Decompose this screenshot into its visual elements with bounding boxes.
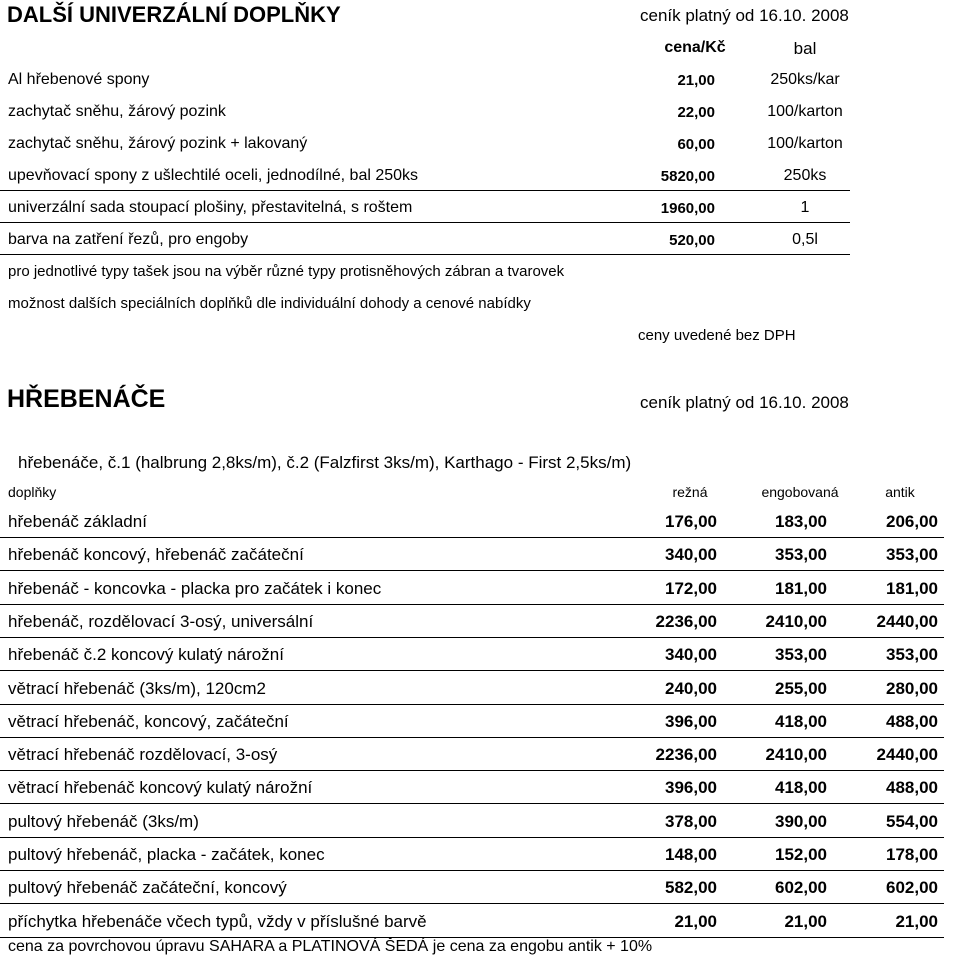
price-rezna: 176,00: [665, 512, 717, 531]
vat-note: ceny uvedené bez DPH: [638, 327, 796, 344]
accessory-name: barva na zatření řezů, pro engoby: [8, 231, 249, 248]
footer-note: cena za povrchovou úpravu SAHARA a PLATINOVÁ ŠEDÁ je cena za engobu antik + 10%: [8, 938, 653, 955]
price-rezna: 148,00: [665, 845, 717, 864]
accessory-name: zachytač sněhu, žárový pozink + lakovaný: [8, 135, 308, 152]
ridge-item-name: větrací hřebenáč, koncový, začáteční: [8, 712, 289, 731]
note-special-accessories: možnost dalších speciálních doplňků dle individuální dohody a cenové nabídky: [8, 295, 531, 312]
price-antik: 488,00: [886, 712, 938, 731]
accessory-name: zachytač sněhu, žárový pozink: [8, 103, 226, 120]
price-rezna: 582,00: [665, 878, 717, 897]
accessory-pack: 100/karton: [767, 135, 843, 152]
price-engobovana: 21,00: [784, 912, 827, 931]
price-engobovana: 152,00: [775, 845, 827, 864]
row-underline: [0, 837, 944, 838]
price-rezna: 2236,00: [655, 745, 717, 764]
ridge-item-name: hřebenáč koncový, hřebenáč začáteční: [8, 545, 304, 564]
row-underline: [0, 704, 944, 705]
ridge-item-name: pultový hřebenáč začáteční, koncový: [8, 878, 287, 897]
price-engobovana: 353,00: [775, 545, 827, 564]
price-rezna: 240,00: [665, 679, 717, 698]
row-underline: [0, 604, 944, 605]
price-rezna: 340,00: [665, 545, 717, 564]
price-rezna: 340,00: [665, 645, 717, 664]
ridge-item-name: hřebenáč - koncovka - placka pro začátek i konec: [8, 579, 382, 598]
accessory-price: 21,00: [677, 72, 715, 89]
price-antik: 353,00: [886, 545, 938, 564]
price-engobovana: 255,00: [775, 679, 827, 698]
price-engobovana: 2410,00: [765, 745, 827, 764]
price-engobovana: 418,00: [775, 712, 827, 731]
price-engobovana: 181,00: [775, 579, 827, 598]
row-underline: [0, 537, 944, 538]
accessory-pack: 100/karton: [767, 103, 843, 120]
price-antik: 488,00: [886, 778, 938, 797]
section2-validity: ceník platný od 16.10. 2008: [640, 393, 849, 412]
price-antik: 178,00: [886, 845, 938, 864]
section2-subtitle: hřebenáče, č.1 (halbrung 2,8ks/m), č.2 (Falzfirst 3ks/m), Karthago - First 2,5ks/m): [18, 453, 632, 472]
row-underline: [0, 670, 944, 671]
col-antik-header: antik: [885, 484, 915, 500]
price-antik: 21,00: [895, 912, 938, 931]
section1-validity: ceník platný od 16.10. 2008: [640, 6, 849, 25]
price-engobovana: 183,00: [775, 512, 827, 531]
accessory-price: 60,00: [677, 136, 715, 153]
ridge-item-name: větrací hřebenáč (3ks/m), 120cm2: [8, 679, 266, 698]
col-items-header: doplňky: [8, 484, 57, 500]
price-rezna: 21,00: [674, 912, 717, 931]
accessory-pack: 1: [800, 199, 810, 216]
section2-title: HŘEBENÁČE: [7, 385, 166, 413]
col-rezna-header: režná: [672, 484, 708, 500]
row-underline: [0, 190, 850, 191]
price-engobovana: 353,00: [775, 645, 827, 664]
price-engobovana: 390,00: [775, 812, 827, 831]
price-antik: 280,00: [886, 679, 938, 698]
ridge-item-name: pultový hřebenáč (3ks/m): [8, 812, 199, 831]
price-antik: 206,00: [886, 512, 938, 531]
row-underline: [0, 222, 850, 223]
price-rezna: 378,00: [665, 812, 717, 831]
price-rezna: 396,00: [665, 778, 717, 797]
price-rezna: 2236,00: [655, 612, 717, 631]
col-engobovana-header: engobovaná: [761, 484, 839, 500]
price-antik: 602,00: [886, 878, 938, 897]
price-antik: 353,00: [886, 645, 938, 664]
price-antik: 2440,00: [876, 745, 938, 764]
row-underline: [0, 637, 944, 638]
accessory-pack: 250ks/kar: [770, 71, 840, 88]
ridge-item-name: hřebenáč, rozdělovací 3-osý, universální: [8, 612, 314, 631]
accessory-pack: 250ks: [783, 167, 827, 184]
row-underline: [0, 870, 944, 871]
row-underline: [0, 803, 944, 804]
ridge-item-name: hřebenáč č.2 koncový kulatý nárožní: [8, 645, 284, 664]
row-underline: [0, 903, 944, 904]
row-underline: [0, 570, 944, 571]
accessory-name: Al hřebenové spony: [8, 71, 150, 88]
ridge-item-name: větrací hřebenáč rozdělovací, 3-osý: [8, 745, 278, 764]
ridge-item-name: větrací hřebenáč koncový kulatý nárožní: [8, 778, 313, 797]
accessory-pack: 0,5l: [792, 231, 818, 248]
price-rezna: 172,00: [665, 579, 717, 598]
ridge-item-name: příchytka hřebenáče včech typů, vždy v příslušné barvě: [8, 912, 427, 931]
section1-title: DALŠÍ UNIVERZÁLNÍ DOPLŇKY: [7, 2, 341, 27]
accessory-price: 22,00: [677, 104, 715, 121]
col-pack-header: bal: [793, 39, 817, 58]
row-underline: [0, 737, 944, 738]
ridge-item-name: hřebenáč základní: [8, 512, 147, 531]
price-rezna: 396,00: [665, 712, 717, 731]
accessory-name: univerzální sada stoupací plošiny, přestavitelná, s roštem: [8, 199, 413, 216]
price-engobovana: 2410,00: [765, 612, 827, 631]
price-engobovana: 602,00: [775, 878, 827, 897]
price-antik: 181,00: [886, 579, 938, 598]
col-price-header: cena/Kč: [664, 39, 726, 56]
row-underline: [0, 770, 944, 771]
accessory-name: upevňovací spony z ušlechtilé oceli, jednodílné, bal 250ks: [8, 167, 419, 184]
accessory-price: 5820,00: [660, 168, 715, 185]
price-antik: 2440,00: [876, 612, 938, 631]
row-underline: [0, 254, 850, 255]
ridge-item-name: pultový hřebenáč, placka - začátek, konec: [8, 845, 325, 864]
note-snow-guards: pro jednotlivé typy tašek jsou na výběr různé typy protisněhových zábran a tvarovek: [8, 263, 565, 280]
price-engobovana: 418,00: [775, 778, 827, 797]
accessory-price: 1960,00: [660, 200, 715, 217]
accessory-price: 520,00: [669, 232, 715, 249]
price-antik: 554,00: [886, 812, 938, 831]
